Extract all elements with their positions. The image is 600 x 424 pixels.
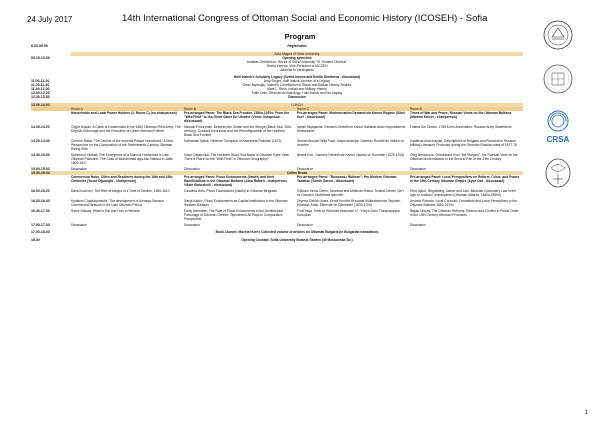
talk-text: Discussion [288, 95, 306, 99]
cocktail-row [31, 238, 523, 242]
time-cell: 11.20-11.40 [31, 83, 50, 87]
session-row [31, 139, 523, 151]
session-row [31, 209, 523, 221]
room-label: Room C [297, 107, 310, 111]
discussion-cell: Discussion [184, 223, 200, 227]
cocktail-text: Opening Cocktail: Sofia University Botanic Garden (49 Moskovska Str.) [241, 238, 353, 242]
time-cell: 18.30 [31, 238, 40, 242]
paper-cell: İsmail Yaşayanlar, Osmanlı Devleti'nin Kanun Saltanat Arası Kaymakamlık Müessesesi [297, 125, 406, 133]
paper-cell: Kahraman Şakul, Ottoman Conquest of Kamanets-Podolski (1672) [184, 139, 282, 143]
opening-block [71, 56, 523, 72]
opening-address: Address to participants [280, 68, 314, 72]
panel-title: Pre-arranged Panel: Pious Endowments (Vakıfs) and their Ramifications in the Ottoman Balkans (Jana Rafaeli - chairperson; Viktor Bedoshvili - discussant) [184, 175, 288, 187]
panel-title-row [31, 175, 523, 187]
lunch-label: LUNCH [291, 103, 303, 107]
panel-title-row [31, 111, 523, 123]
opening-title: Opening speeches [282, 56, 312, 60]
paper-cell: Casalina Hurs, Pious Foundations (Vakıfs) in Ottoman Belgrade [184, 189, 278, 193]
time-cell: 16.40-17.00 [31, 209, 50, 213]
paper-cell: Kaatlinas Avar-Kaplan, Descriptions of Bulgaria and Romania in Russian Military Literature Produced during the Ottoman-Russian wars of 1877-78 [410, 139, 518, 147]
paper-cell: Gökhan Yavuz Demir, Tanzimat and Mültezim Kabul: Teokrat Devlet, Şer'i ve Osmanlı Devletinde İşlemleri [297, 189, 404, 197]
paper-cell: Sanja Kadrić, Pious Endowments as Capital Institutions in the Ottoman Western Balkans [184, 199, 288, 207]
program-schedule [31, 44, 523, 242]
header-date: 24 July 2017 [27, 15, 73, 24]
paper-cell: Victor Ostapchuk, The Northern Black Sea Basin in Ottoman Eyes: Was There a Place for the "Wild Field" in Ottoman Geography? [184, 153, 289, 161]
paper-cell: David Koulnun, The Rise of Aleppo in a Time of Decline, 1560-1610 [71, 189, 170, 193]
session-row [31, 153, 523, 165]
time-cell: 11.40-12.00 [31, 87, 50, 91]
time-cell: 12.20-12.50 [31, 95, 50, 99]
book-launch-text: Book Launch: Machiel Kiel's Collected volume of articles on Ottoman Bulgaria (in Bulgarian translation) [215, 230, 379, 234]
paper-cell: Kyriakos Chatzikyriakidis, The development of Amasya-Samsun Commercial Network in the Late Ottoman Period [71, 199, 165, 207]
registration-row [31, 44, 523, 48]
paper-cell: Samir Seikaly, What to Eat and How to Behave [71, 209, 140, 213]
room-label: Room A [71, 107, 83, 111]
time-cell: 16.00-16.20 [31, 189, 50, 193]
discussion-cell: Discussion [297, 223, 313, 227]
paper-cell: Fırat Yaşa, Sırat ve Hükümet Arasında: 17. Yüzyıl Sonu Transkripsiyon Sonuçları [297, 209, 401, 217]
discussion-row [31, 223, 523, 227]
opening-speaker-1: Anastas Gerdzhikov, Rector of Sofia University "St. Kliment Ohridski" [246, 60, 348, 64]
paper-cell: Başak Uluçay, The Ottoman Reforms: Reason and Conflict in Public Order in the 19th Century Ottoman Provinces [410, 209, 519, 217]
time-cell: 11.00-11.20 [31, 79, 50, 83]
paper-cell: Cumhur Bekar, The Decline of the Imperial Palace Household? A New Perspective on the Composition of the Seventeenth-Century Ottoman Ruling Elite [71, 139, 174, 151]
book-launch-row [31, 230, 523, 234]
panel-title: Households and Local Power Holders (1: Room C) (no chairperson) [71, 111, 177, 115]
program-heading: Program [284, 32, 316, 41]
panel-title: Pre-arranged Panel: Local Perspectives on Reform, Crisis, and Power in the 19th Century Ottoman Empire (Ayşe Ozil - discussant) [410, 175, 520, 183]
time-cell: 14.00-14.20 [31, 125, 50, 129]
paper-cell: Andrew Robarts, Local Councils: Centralism and Local Perceptions in the Ottoman Balkans 1850-1870s [410, 199, 518, 207]
paper-cell: Mahmoud Yazbak, The Emergence of a Mamluk Household in Late Ottoman Palestine: The Case of Muhammad Aga Abu Nabbut in Jaffa, 1800-1817 [71, 153, 174, 165]
coffee-label: Coffee Break [286, 171, 308, 175]
paper-cell: Bülent Kurt, Osmanlı Devleti'nde Kanun Yapılışı ve Sorunları (1875-1914) [297, 153, 405, 157]
logo-column [528, 18, 588, 200]
page-title: 14th International Congress of Ottoman Social and Economic History (ICOSEH) - Sofia [122, 13, 488, 24]
page-number: 1 [584, 410, 588, 416]
time-cell: 14.20-14.40 [31, 139, 50, 143]
paper-cell: Michael Polczynski, Between the Sultan and the Steppe (Black Sea, 16th-century): Cossack Incursions and the Reconfiguration of the Northern Black Sea Frontier [184, 125, 292, 137]
room-label: Room B [184, 107, 196, 111]
paper-cell: Oleg Nevzorova, Orientalism from "the Margins": the Russian View on the Ottoman Modernization in the Second Part of the 19th Century [410, 153, 518, 161]
university-logo-icon [538, 18, 578, 52]
time-cell: 15.30-16.00 [31, 171, 50, 175]
session-row [31, 189, 523, 197]
paper-cell: Fatima Sel Tarhan, 1783 Kırım Annexation: Russian Army Statements [410, 125, 512, 129]
panel-title: Pre-arranged Panel: The Black Sea Frontier, 1550s-1970s: From the "Wild Field" to the Great Game for Ukraine (Victor Ostapchuk - discussant) [184, 111, 290, 123]
discussion-cell: Discussion [297, 167, 313, 171]
aula-label: Aula Magna of Sofia University [71, 52, 523, 56]
room-label: Room D [410, 107, 423, 111]
time-cell: 13.00-14.00 [31, 103, 50, 107]
panel-title: Commercial Hubs, Cities and Residents during the 16th and 18th Centuries (Yusuf Oğuzoğlu - chairperson) [71, 175, 173, 183]
partner-logo-icon [538, 156, 578, 190]
time-cell: 14.40-15.00 [31, 153, 50, 157]
time-cell: 8.00-09.00 [31, 44, 48, 48]
talk-text: Amy Singer, Halil İnalcık: Archive of a Legacy [263, 79, 331, 83]
discussion-cell: Discussion [71, 167, 87, 171]
registration-label: Registration [287, 44, 307, 48]
discussion-cell: Discussion [410, 223, 426, 227]
panel-title: Pre-arranged Panel: "Rusumat-ı Rühhan": Pre-Modern Ottoman Taxation (Semih Sarıca - discussant) [297, 175, 397, 183]
session-row [31, 199, 523, 207]
paper-cell: Zeynep Öztürk Nuwa, Kendi Kendini Rusumat Mültezimlerinin Tayinleri, Kiracılar, Ahali, Ellerinde ve Ödemeleri (1800-1700) [297, 199, 402, 207]
panel-title: Pre-arranged Panel: Modernization Demand via Kanun Regime (Sibel Kurt - discussant) [297, 111, 405, 119]
paper-cell: Emily Neumeier, The Role of Pious Endowments in the Architectural Patronage of Ottoman Greece: Tepedelenli Ali Paşa in Comparative Perspective [184, 209, 284, 221]
discussion-cell: Discussion [184, 167, 200, 171]
time-cell: 15.00-15.30 [31, 167, 50, 171]
opening-speaker-2: Svetla Yaneva, Vice-President of IACSEH [266, 64, 328, 68]
talk-row [31, 95, 523, 99]
talk-text: Mark L. Stein, İnalcık and Military History [267, 87, 327, 91]
talk-text: Fatih Ortiz, Ottoman Archaeology: Halil İnalcık and his Legacy [251, 91, 343, 95]
time-cell: 12.00-12.20 [31, 91, 50, 95]
paper-cell: Özgür Kolçak, A Clash of Households in the 1660 Ottoman Field Army: The Köprülü Entourage and the Execution of Çeteci Mehmed Efendi [71, 125, 181, 133]
discussion-cell: Discussion [410, 167, 426, 171]
crsa-logo-icon [538, 106, 578, 146]
legacy-title: Halil İnalcık's Scholarly Legacy (Svetla Ianeva and Emilia Dimitrova - discussant) [233, 75, 361, 79]
crsa-text: CRSA [546, 135, 570, 144]
time-cell: 16.20-16.40 [31, 199, 50, 203]
opening-row [31, 56, 523, 72]
talk-text: Ömer Bıyıkoğlu, İnalcık's Contribution to Slavic and Balkan History Studies [242, 83, 352, 87]
icoseh-logo-icon [538, 62, 578, 96]
time-cell: 17.30-18.00 [31, 230, 50, 234]
paper-cell: Semah Burçak Della Fave, Inspectorships: Ottoman Rumeli'nin Valileri ve Vezirleri [297, 139, 405, 147]
time-cell: 17.00-17.30 [31, 223, 50, 227]
discussion-cell: Discussion [71, 223, 87, 227]
session-row [31, 125, 523, 137]
paper-cell: Ebru Aykut, Reguliating Justice and Law: Albanian Customary Law in the Age of Judicial Centralization (Ottoman Albania, 1840s-1890s) [410, 189, 517, 197]
time-cell: 09.15-10.30 [31, 56, 50, 60]
panel-title: Times of War and Peace, Russian Views on the Ottoman Balkans (Martina Kolcer - chairperson) [410, 111, 512, 119]
